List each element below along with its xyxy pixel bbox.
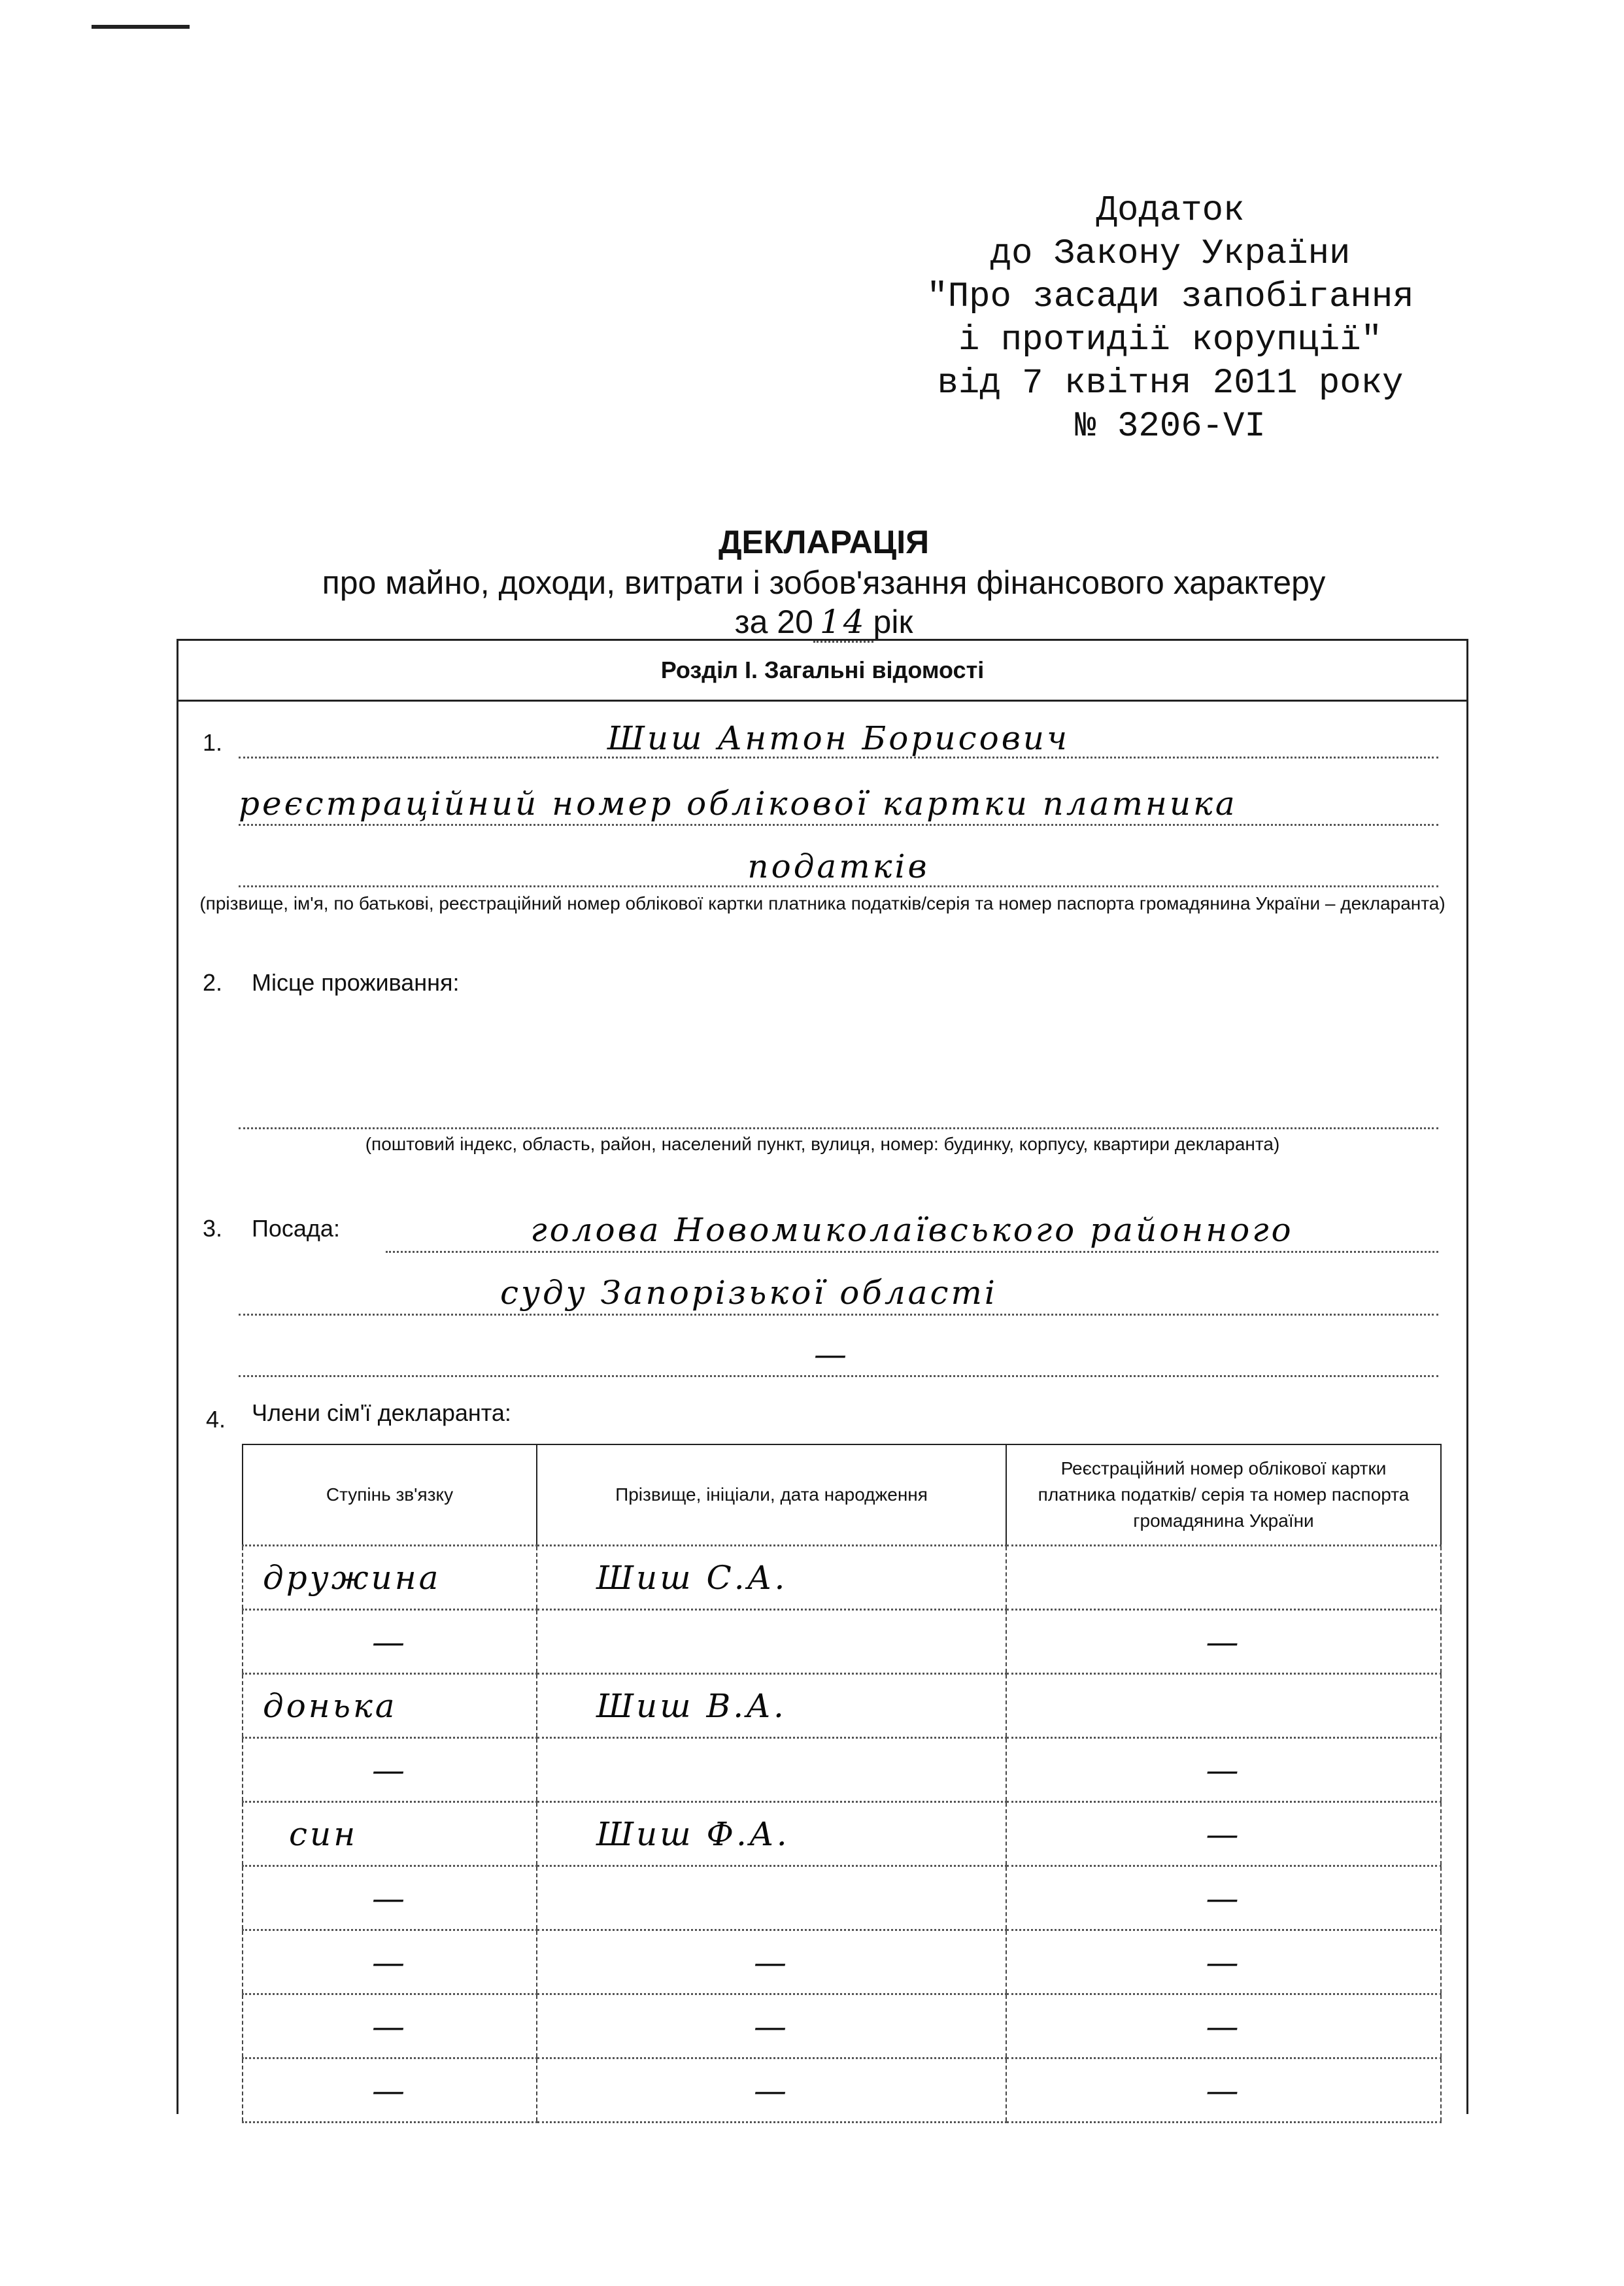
year-suffix: рік — [873, 604, 913, 640]
relation-cell: — — [243, 1930, 537, 1994]
relation-cell: дружина — [243, 1546, 537, 1610]
declarant-name: Шиш Антон Борисович — [607, 719, 1070, 757]
table-row — [243, 2058, 1441, 2123]
id-cell — [1006, 1546, 1441, 1610]
id-cell: — — [1006, 1994, 1441, 2058]
position-line2 — [239, 1274, 1438, 1316]
position-dash: — — [814, 1335, 849, 1373]
position-line1 — [386, 1211, 1438, 1253]
item4-number: 4. — [206, 1406, 226, 1433]
name-cell: Шиш С.А. — [537, 1546, 1006, 1610]
scan-mark — [92, 25, 190, 29]
item2-label: Місце проживання: — [252, 969, 460, 996]
annex-line: від 7 квітня 2011 року — [937, 364, 1404, 403]
table-row — [243, 1674, 1441, 1738]
relation-cell: — — [243, 1610, 537, 1674]
annex-line: до Закону України — [990, 234, 1351, 274]
relation-cell: — — [243, 1866, 537, 1930]
name-cell: — — [537, 1994, 1006, 2058]
table-row — [243, 1866, 1441, 1930]
id-cell: — — [1006, 1866, 1441, 1930]
year-value: 14 — [813, 603, 873, 643]
table-row — [243, 1546, 1441, 1610]
name-cell — [537, 1610, 1006, 1674]
name-cell: Шиш В.А. — [537, 1674, 1006, 1738]
section-title: Розділ І. Загальні відомості — [660, 657, 985, 683]
position-text: голова Новомиколаївського районного — [530, 1211, 1294, 1249]
annex-header — [876, 190, 1464, 449]
relation-cell: — — [243, 1994, 537, 2058]
year-line — [0, 603, 1624, 641]
section-header — [177, 639, 1468, 702]
item1-line2 — [239, 785, 1438, 826]
item4-label: Члени сім'ї декларанта: — [252, 1399, 511, 1426]
name-cell: — — [537, 1930, 1006, 1994]
document-title: ДЕКЛАРАЦІЯ — [718, 524, 930, 560]
residence-field — [239, 1085, 1438, 1129]
item2-caption: (поштовий індекс, область, район, населений пункт, вулиця, номер: будинку, корпусу, квартири декларанта) — [365, 1134, 1280, 1154]
table-row — [243, 1610, 1441, 1674]
annex-line: і протидії корупції" — [958, 320, 1383, 360]
position-text-cont: суду Запорізької області — [500, 1274, 998, 1312]
annex-line: Додаток — [1096, 191, 1245, 231]
header-name: Прізвище, ініціали, дата народження — [537, 1444, 1006, 1546]
item3-label: Посада: — [252, 1215, 340, 1242]
name-cell: Шиш Ф.А. — [537, 1802, 1006, 1866]
position-line3 — [239, 1335, 1438, 1377]
id-cell — [1006, 1674, 1441, 1738]
annex-line: "Про засади запобігання — [926, 277, 1414, 317]
table-row — [243, 1738, 1441, 1802]
table-row — [243, 1930, 1441, 1994]
table-row — [243, 1802, 1441, 1866]
id-cell: — — [1006, 1738, 1441, 1802]
relation-cell: — — [243, 1738, 537, 1802]
declarant-id-note: реєстраційний номер облікової картки платника — [239, 785, 1238, 823]
id-cell: — — [1006, 1610, 1441, 1674]
relation-cell: донька — [243, 1674, 537, 1738]
id-cell: — — [1006, 1930, 1441, 1994]
name-cell: — — [537, 2058, 1006, 2123]
item2-number: 2. — [203, 969, 223, 996]
relation-cell: син — [243, 1802, 537, 1866]
table-header — [243, 1444, 1441, 1546]
item1-number: 1. — [203, 729, 223, 756]
year-prefix: за 20 — [734, 604, 813, 640]
document-subtitle: про майно, доходи, витрати і зобов'язання фінансового характеру — [322, 564, 1326, 601]
family-members-table — [242, 1444, 1442, 2123]
header-id: Реєстраційний номер облікової картки платника податків/ серія та номер паспорта громадянина України — [1006, 1444, 1441, 1546]
name-cell — [537, 1738, 1006, 1802]
id-cell: — — [1006, 1802, 1441, 1866]
item1-caption: (прізвище, ім'я, по батькові, реєстраційний номер облікової картки платника податків/серія та номер паспорта громадянина України – декларанта) — [199, 893, 1446, 913]
annex-line: № 3206-VI — [1075, 407, 1266, 447]
name-cell — [537, 1866, 1006, 1930]
item3-number: 3. — [203, 1215, 223, 1242]
relation-cell: — — [243, 2058, 537, 2123]
table-row — [243, 1994, 1441, 2058]
declarant-id-note-cont: податків — [747, 847, 930, 885]
header-relation: Ступінь зв'язку — [243, 1444, 537, 1546]
item1-line1 — [239, 719, 1438, 759]
id-cell: — — [1006, 2058, 1441, 2123]
item1-line3 — [239, 847, 1438, 887]
